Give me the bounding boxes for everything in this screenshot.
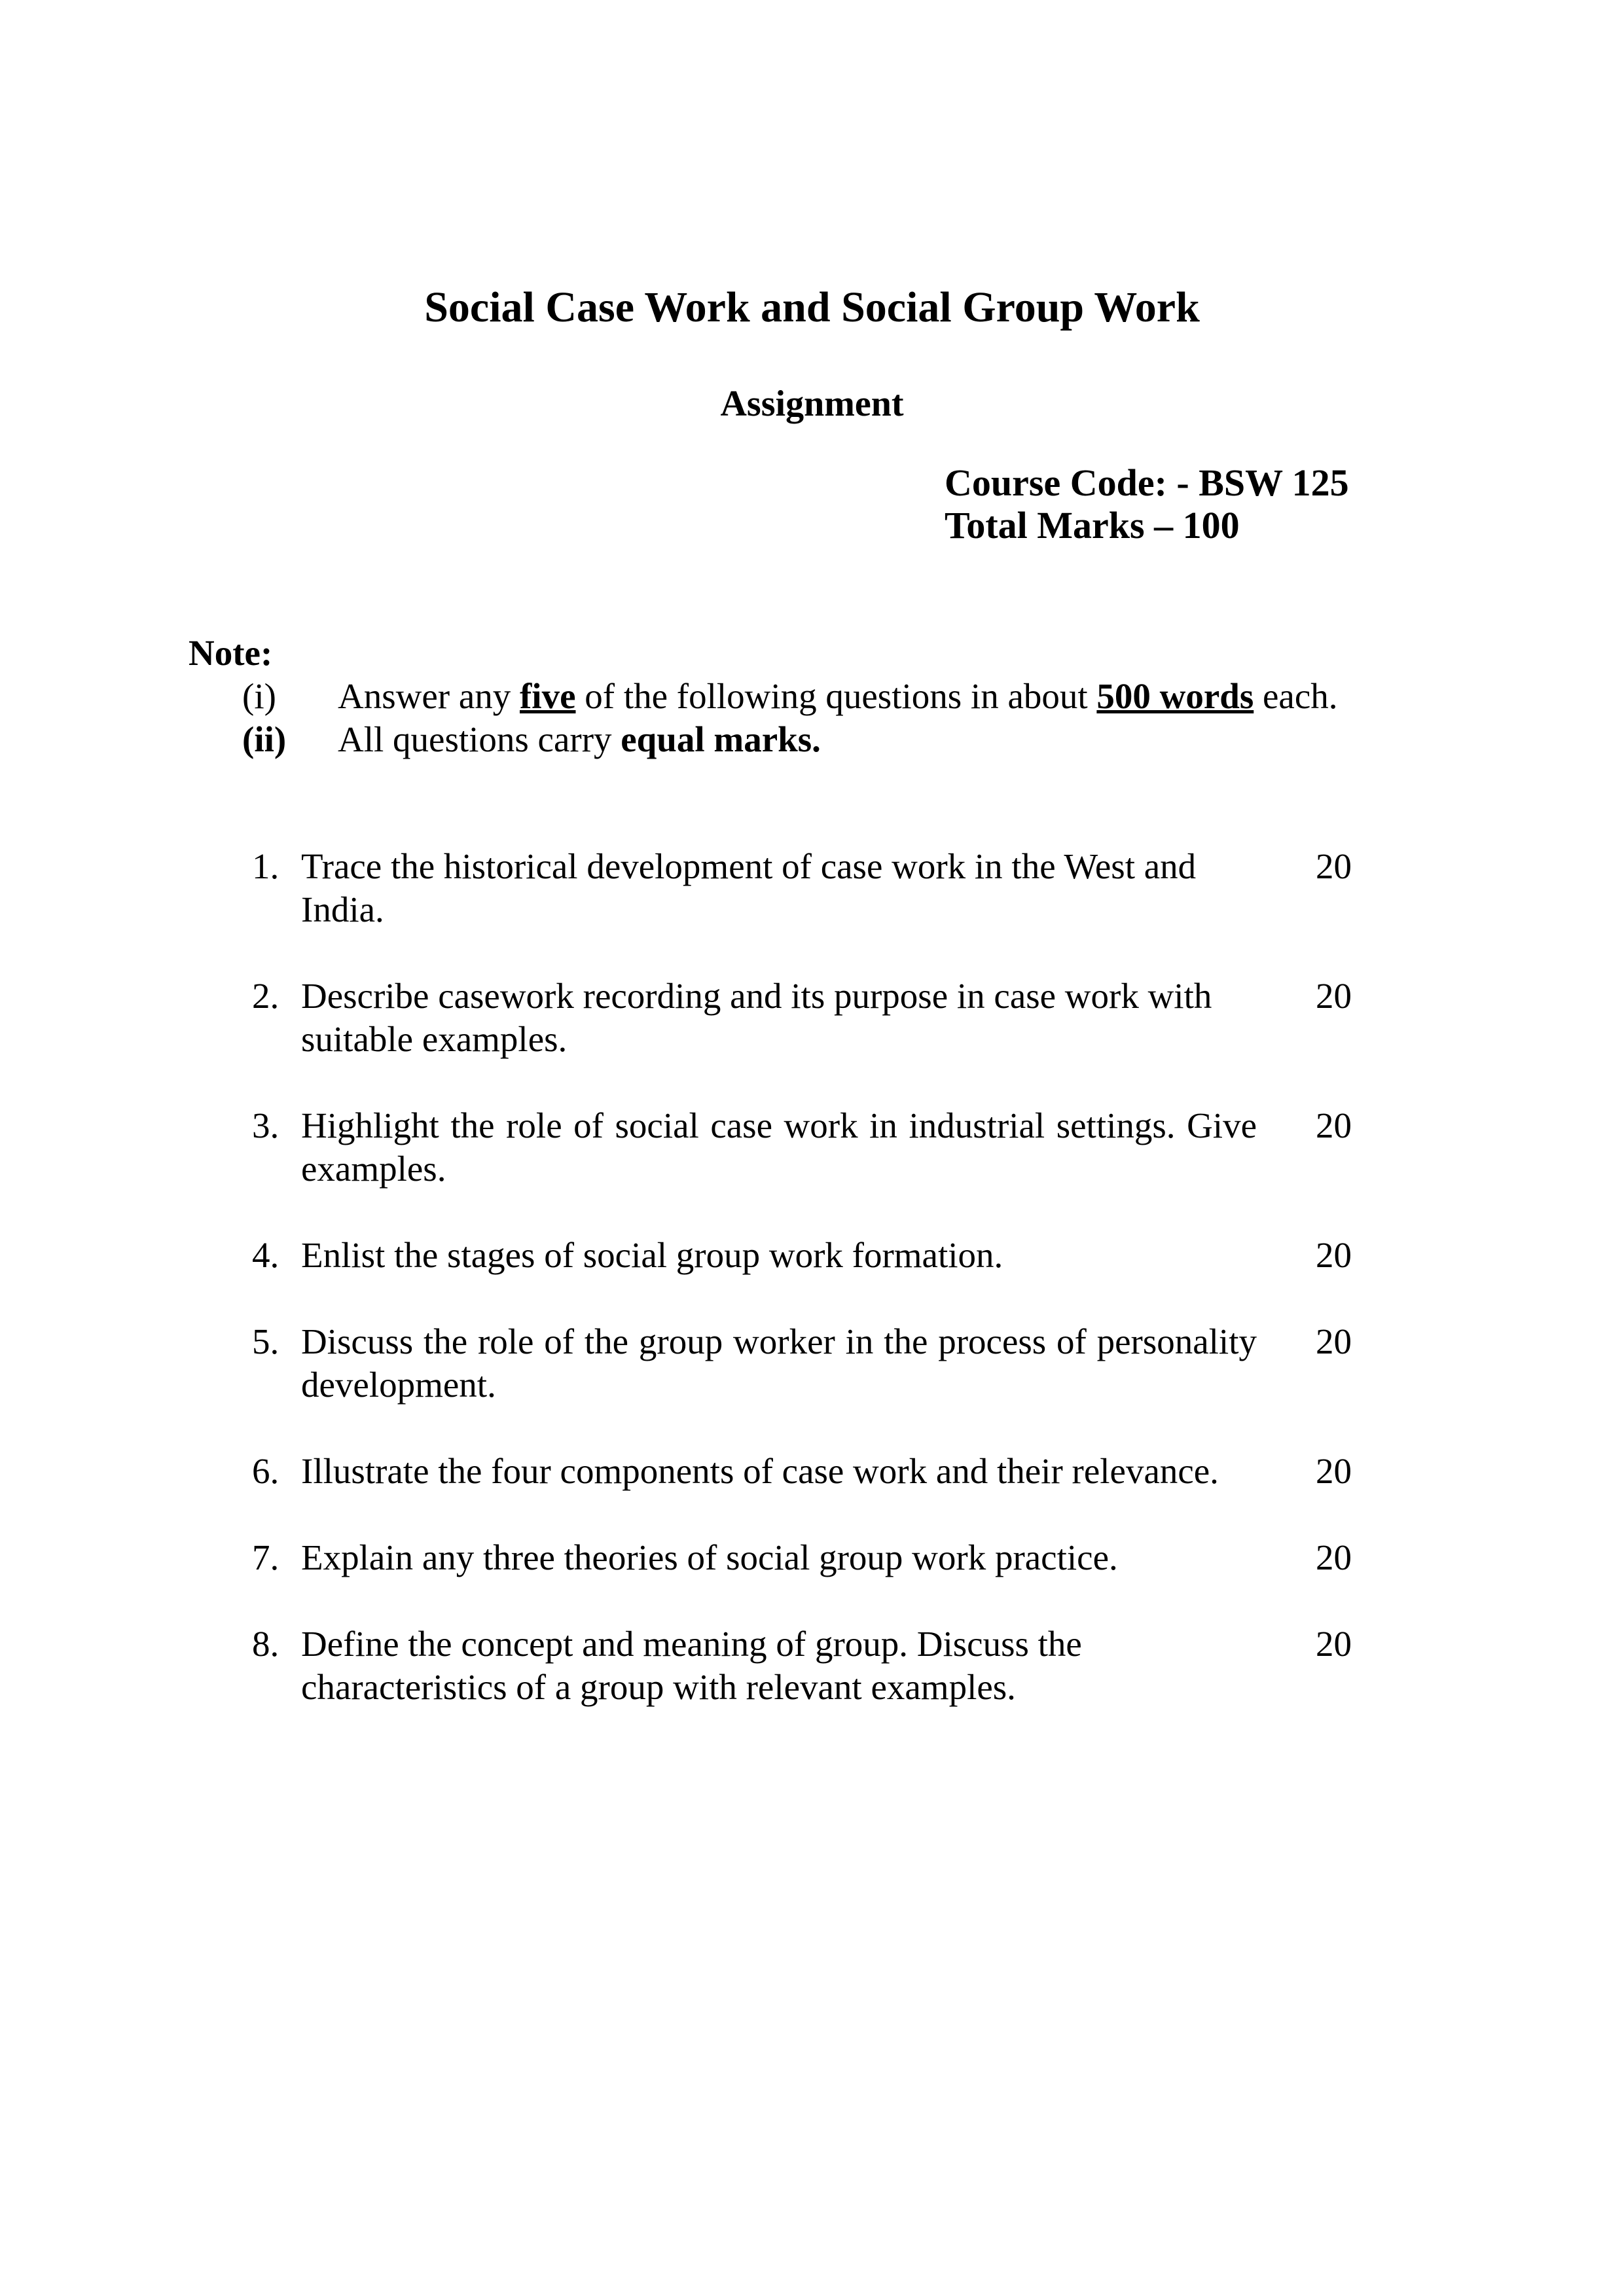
course-code-label: Course Code: - BSW 125: [945, 461, 1349, 504]
question-row: [252, 1623, 1352, 1709]
question-text-line: Trace the historical development of case work in the West and: [301, 846, 1197, 886]
question-number: 5.: [252, 1321, 280, 1361]
question-row: [252, 1450, 1352, 1493]
question-number: 1.: [252, 846, 280, 886]
question-text-line: Define the concept and meaning of group. Discuss the: [301, 1624, 1082, 1664]
question-text: [301, 1623, 1257, 1709]
note-item: [189, 675, 1624, 718]
note-item-number: (ii): [242, 719, 287, 759]
question-text-line: Illustrate the four components of case work and their relevance.: [301, 1451, 1219, 1491]
question-row: [252, 1234, 1352, 1277]
note-text-run: 500 words: [1096, 676, 1254, 716]
note-items: [189, 675, 1624, 761]
question-number: 3.: [252, 1105, 280, 1145]
note-text-run: of the following questions in about: [575, 676, 1097, 716]
question-text-line: Describe casework recording and its purpose in case work with: [301, 976, 1212, 1016]
question-marks: 20: [1316, 1451, 1352, 1491]
question-text-line: Explain any three theories of social group work practice.: [301, 1537, 1118, 1577]
question-text: [301, 845, 1257, 931]
note-text-run: each.: [1254, 676, 1338, 716]
question-number: 4.: [252, 1235, 280, 1275]
question-row: [252, 1320, 1352, 1407]
question-row: [252, 1104, 1352, 1191]
question-text-line: suitable examples.: [301, 1019, 568, 1059]
question-text-line: Enlist the stages of social group work formation.: [301, 1235, 1003, 1275]
question-number: 6.: [252, 1451, 280, 1491]
question-marks: 20: [1316, 846, 1352, 886]
total-marks-label: Total Marks – 100: [945, 504, 1240, 547]
question-list: [252, 845, 1352, 1709]
question-number: 8.: [252, 1624, 280, 1664]
question-marks: 20: [1316, 1537, 1352, 1577]
question-number: 7.: [252, 1537, 280, 1577]
note-text-run: five: [519, 676, 576, 716]
question-row: [252, 975, 1352, 1061]
question-number: 2.: [252, 976, 280, 1016]
question-marks: 20: [1316, 1321, 1352, 1361]
question-text: [301, 975, 1257, 1061]
question-text: [301, 1234, 1257, 1277]
document-subtitle: Assignment: [720, 384, 904, 424]
question-text-line: India.: [301, 889, 384, 929]
question-row: [252, 845, 1352, 931]
question-text-line: development.: [301, 1365, 496, 1405]
question-text: [301, 1450, 1257, 1493]
question-text-line: Discuss the role of the group worker in the process of personality: [301, 1321, 1257, 1361]
question-marks: 20: [1316, 976, 1352, 1016]
question-text: [301, 1104, 1257, 1191]
question-marks: 20: [1316, 1624, 1352, 1664]
note-item: [189, 718, 1624, 761]
question-marks: 20: [1316, 1105, 1352, 1145]
document-title: Social Case Work and Social Group Work: [424, 283, 1200, 331]
note-item-text: [338, 675, 1338, 718]
note-text-run: equal marks.: [621, 719, 821, 759]
note-item-number: (i): [242, 676, 276, 716]
note-item-text: [338, 718, 821, 761]
question-text-line: examples.: [301, 1149, 446, 1189]
question-text-line: Highlight the role of social case work in industrial settings. Give: [301, 1105, 1257, 1145]
question-row: [252, 1536, 1352, 1579]
note-text-run: Answer any: [338, 676, 520, 716]
question-text: [301, 1536, 1257, 1579]
question-text: [301, 1320, 1257, 1407]
note-text-run: All questions carry: [338, 719, 621, 759]
question-marks: 20: [1316, 1235, 1352, 1275]
question-text-line: characteristics of a group with relevant examples.: [301, 1667, 1016, 1707]
note-heading: Note:: [189, 633, 273, 673]
note-section: [189, 632, 1624, 761]
course-info-block: [945, 461, 1624, 547]
